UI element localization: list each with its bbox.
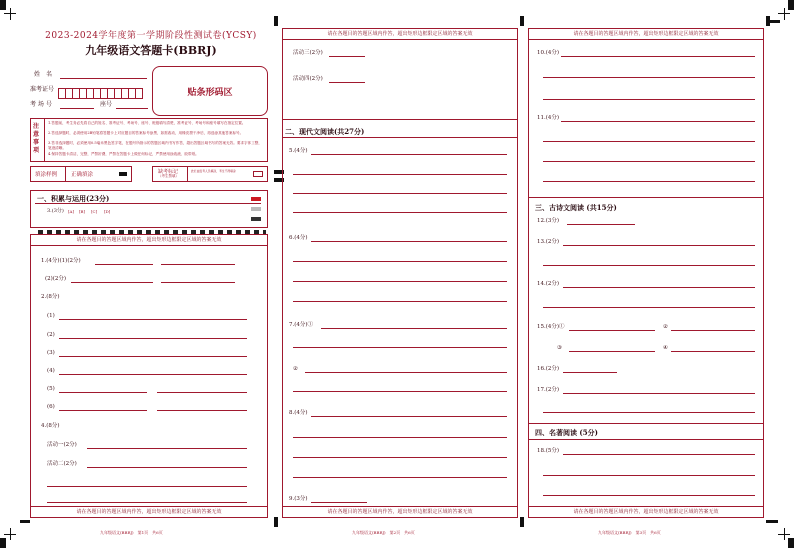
q11-label: 11.(4分) xyxy=(537,115,560,121)
answer-line[interactable] xyxy=(87,448,247,449)
answer-line[interactable] xyxy=(293,193,507,194)
q15-3-label: ③ xyxy=(557,345,562,351)
position-marker xyxy=(20,520,30,523)
activity-1-label: 活动一(2分) xyxy=(47,442,77,448)
q8-label: 8.(4分) xyxy=(289,410,308,416)
answer-line[interactable] xyxy=(293,212,507,213)
warning-header: 请在各题目的答题区域内作答，超出矩形边框限定区域的答案无效 xyxy=(283,29,517,40)
answer-area-col1 xyxy=(30,234,268,518)
answer-line[interactable] xyxy=(563,454,755,455)
correct-fill-label: 正确填涂 xyxy=(71,172,94,178)
notes-item: 4.保持答题卡清洁，完整，严禁折叠，严禁在答题卡上做任何标记，严禁使用涂改液、胶带纸。 xyxy=(48,152,199,156)
q1-label: 1.(4分)(1)(2分) xyxy=(41,258,81,264)
answer-line[interactable] xyxy=(157,410,247,411)
notes-item: 1.答题前，考生务必先将自己的姓名、准考证号、考场号、座号、班级填写清楚，准考证号、考场号和座号填写在指定位置。 xyxy=(48,121,246,125)
ticket-label: 准考证号 xyxy=(30,86,55,93)
crop-mark xyxy=(784,8,785,20)
q15-2-label: ② xyxy=(663,324,668,330)
missing-checkbox xyxy=(253,171,263,177)
q1-2-label: (2)(2分) xyxy=(45,276,67,282)
page-footer: 九年级语文(BBRJ) 第1页 共6页 xyxy=(100,530,163,535)
answer-line[interactable] xyxy=(563,245,755,246)
answer-line[interactable] xyxy=(321,328,507,329)
answer-line[interactable] xyxy=(161,282,235,283)
answer-line[interactable] xyxy=(293,391,507,392)
position-marker xyxy=(788,538,794,548)
exam-title: 2023-2024学年度第一学期阶段性测试卷(YCSY) xyxy=(45,31,257,41)
seat-field[interactable] xyxy=(116,108,148,109)
answer-line[interactable] xyxy=(567,224,635,225)
section-3-title: 三、古诗文阅读 (共15分) xyxy=(535,203,617,212)
q16-label: 16.(2分) xyxy=(537,366,560,372)
q4-label: 4.(8分) xyxy=(41,423,60,429)
timing-mark xyxy=(274,517,278,527)
q7-2-label: ② xyxy=(293,366,298,372)
name-field[interactable] xyxy=(60,78,147,79)
warning-header: 请在各题目的答题区域内作答，超出矩形边框限定区域的答案无效 xyxy=(31,235,267,246)
answer-line[interactable] xyxy=(543,141,755,142)
q6-label: 6.(4分) xyxy=(289,235,308,241)
answer-line[interactable] xyxy=(59,319,247,320)
answer-line[interactable] xyxy=(543,495,755,496)
position-marker xyxy=(0,0,6,10)
q2-2-label: (2) xyxy=(47,332,55,338)
answer-line[interactable] xyxy=(311,154,507,155)
answer-line[interactable] xyxy=(161,264,235,265)
notes-item: 3.答非选择题时，必须使用0.5毫米黑色签字笔，在题号所指示的答题区域内书写作答，超出答题区域书写的答案无效。要求字体工整，笔迹清晰。 xyxy=(48,141,262,150)
answer-line[interactable] xyxy=(59,410,147,411)
answer-line[interactable] xyxy=(671,330,755,331)
q18-label: 18.(5分) xyxy=(537,448,560,454)
q3-option-c[interactable]: [C] xyxy=(91,209,98,214)
room-field[interactable] xyxy=(60,108,94,109)
q15-label: 15.(4分)① xyxy=(537,324,565,330)
q15-4-label: ④ xyxy=(663,345,668,351)
answer-line[interactable] xyxy=(563,393,755,394)
answer-line[interactable] xyxy=(311,502,367,503)
answer-line[interactable] xyxy=(59,374,247,375)
card-title: 九年级语文答题卡(BBRJ) xyxy=(85,44,217,57)
warning-footer: 请在各题目的答题区域内作答，超出矩形边框限定区域的答案无效 xyxy=(529,506,763,517)
answer-line[interactable] xyxy=(293,477,507,478)
crop-mark xyxy=(4,13,16,14)
answer-line[interactable] xyxy=(543,181,755,182)
warning-footer: 请在各题目的答题区域内作答，超出矩形边框限定区域的答案无效 xyxy=(283,506,517,517)
q2-3-label: (3) xyxy=(47,350,55,356)
answer-line[interactable] xyxy=(311,416,507,417)
q2-5-label: (5) xyxy=(47,386,55,392)
missing-label: 缺考标记 xyxy=(158,169,179,175)
correct-fill-sample xyxy=(119,172,127,176)
answer-line[interactable] xyxy=(543,475,755,476)
q7-label: 7.(4分)① xyxy=(289,322,314,328)
activity-2-label: 活动二(2分) xyxy=(47,461,77,467)
q10-label: 10.(4分) xyxy=(537,50,560,56)
answer-line[interactable] xyxy=(569,330,655,331)
answer-line[interactable] xyxy=(293,457,507,458)
answer-line[interactable] xyxy=(329,56,365,57)
answer-line[interactable] xyxy=(569,351,655,352)
answer-line[interactable] xyxy=(157,392,247,393)
answer-line[interactable] xyxy=(59,356,247,357)
color-tab xyxy=(251,197,261,201)
fill-example-label: 填涂样例 xyxy=(35,172,58,178)
missing-exam-box: 缺考标记 （考生禁填） 此栏由监考人员填涂，考生不得填涂 xyxy=(152,166,268,182)
q2-label: 2.(8分) xyxy=(41,294,60,300)
answer-line[interactable] xyxy=(311,241,507,242)
q5-label: 5.(4分) xyxy=(289,148,308,154)
timing-mark xyxy=(520,517,524,527)
q2-6-label: (6) xyxy=(47,404,55,410)
answer-line[interactable] xyxy=(563,287,755,288)
answer-line[interactable] xyxy=(293,437,507,438)
q3-label: 3.(3分) xyxy=(47,208,64,214)
answer-line[interactable] xyxy=(543,412,755,413)
fill-example-box xyxy=(30,166,132,182)
warning-footer: 请在各题目的答题区域内作答，超出矩形边框限定区域的答案无效 xyxy=(31,506,267,517)
answer-line[interactable] xyxy=(543,161,755,162)
answer-line[interactable] xyxy=(47,486,247,487)
q3-option-b[interactable]: [B] xyxy=(79,209,86,214)
answer-line[interactable] xyxy=(561,121,755,122)
notes-label: 注意事项 xyxy=(33,123,40,154)
barcode-label: 贴条形码区 xyxy=(187,88,233,98)
page-footer: 九年级语文(BBRJ) 第2页 共6页 xyxy=(352,530,415,535)
answer-line[interactable] xyxy=(543,307,755,308)
color-tab xyxy=(251,207,261,211)
position-marker xyxy=(770,20,780,23)
answer-area-col3 xyxy=(528,28,764,518)
section-1-title: 一、积累与运用(23分) xyxy=(37,194,110,203)
answer-line[interactable] xyxy=(305,372,507,373)
q2-1-label: (1) xyxy=(47,313,55,319)
q2-4-label: (4) xyxy=(47,368,55,374)
q13-label: 13.(2分) xyxy=(537,239,560,245)
timing-mark xyxy=(766,16,770,26)
q17-label: 17.(2分) xyxy=(537,387,560,393)
answer-line[interactable] xyxy=(95,264,153,265)
answer-line[interactable] xyxy=(59,392,147,393)
crop-mark xyxy=(4,534,16,535)
position-marker xyxy=(788,0,794,10)
color-tab xyxy=(251,217,261,221)
timing-mark xyxy=(274,16,278,26)
answer-line[interactable] xyxy=(47,502,247,503)
answer-line[interactable] xyxy=(543,99,755,100)
room-label: 考 场 号 xyxy=(30,101,52,108)
section-4-title: 四、名著阅读 (5分) xyxy=(535,428,598,437)
answer-line[interactable] xyxy=(563,372,617,373)
barcode-area xyxy=(152,66,268,116)
answer-line[interactable] xyxy=(87,467,247,468)
position-marker xyxy=(0,538,6,548)
answer-line[interactable] xyxy=(329,82,365,83)
answer-line[interactable] xyxy=(293,301,507,302)
section-2-title: 二、现代文阅读(共27分) xyxy=(285,127,365,136)
q14-label: 14.(2分) xyxy=(537,281,560,287)
activity-3-label: 活动三(2分) xyxy=(293,50,323,56)
answer-line[interactable] xyxy=(543,265,755,266)
answer-line[interactable] xyxy=(293,347,507,348)
activity-4-label: 活动四(2分) xyxy=(293,76,323,82)
answer-line[interactable] xyxy=(543,77,755,78)
position-marker xyxy=(766,520,778,523)
q9-label: 9.(3分) xyxy=(289,496,308,502)
name-label: 姓 名 xyxy=(34,71,53,78)
answer-line[interactable] xyxy=(293,174,507,175)
timing-mark xyxy=(520,16,524,26)
crop-mark xyxy=(778,534,790,535)
notes-item: 2.答选择题时，必须使用2B铅笔将答题卡上对应题目的答案标号涂黑，如需改动，用橡皮擦干净后，再选涂其他答案标号。 xyxy=(48,131,244,135)
answer-line[interactable] xyxy=(293,281,507,282)
section-1-box xyxy=(30,190,268,228)
seat-label: 座号 xyxy=(100,101,113,108)
answer-line[interactable] xyxy=(561,56,755,57)
answer-line[interactable] xyxy=(293,261,507,262)
page-footer: 九年级语文(BBRJ) 第3页 共6页 xyxy=(598,530,661,535)
notes-box xyxy=(30,118,268,162)
warning-header: 请在各题目的答题区域内作答，超出矩形边框限定区域的答案无效 xyxy=(529,29,763,40)
q3-option-a[interactable]: [A] xyxy=(68,209,75,214)
crop-mark xyxy=(10,8,11,20)
crop-mark xyxy=(778,13,790,14)
answer-area-col2 xyxy=(282,28,518,518)
q12-label: 12.(3分) xyxy=(537,218,560,224)
answer-line[interactable] xyxy=(59,338,247,339)
answer-line[interactable] xyxy=(671,351,755,352)
answer-line[interactable] xyxy=(71,282,153,283)
missing-note: （考生禁填） xyxy=(158,174,179,178)
q3-option-d[interactable]: [D] xyxy=(104,209,111,214)
